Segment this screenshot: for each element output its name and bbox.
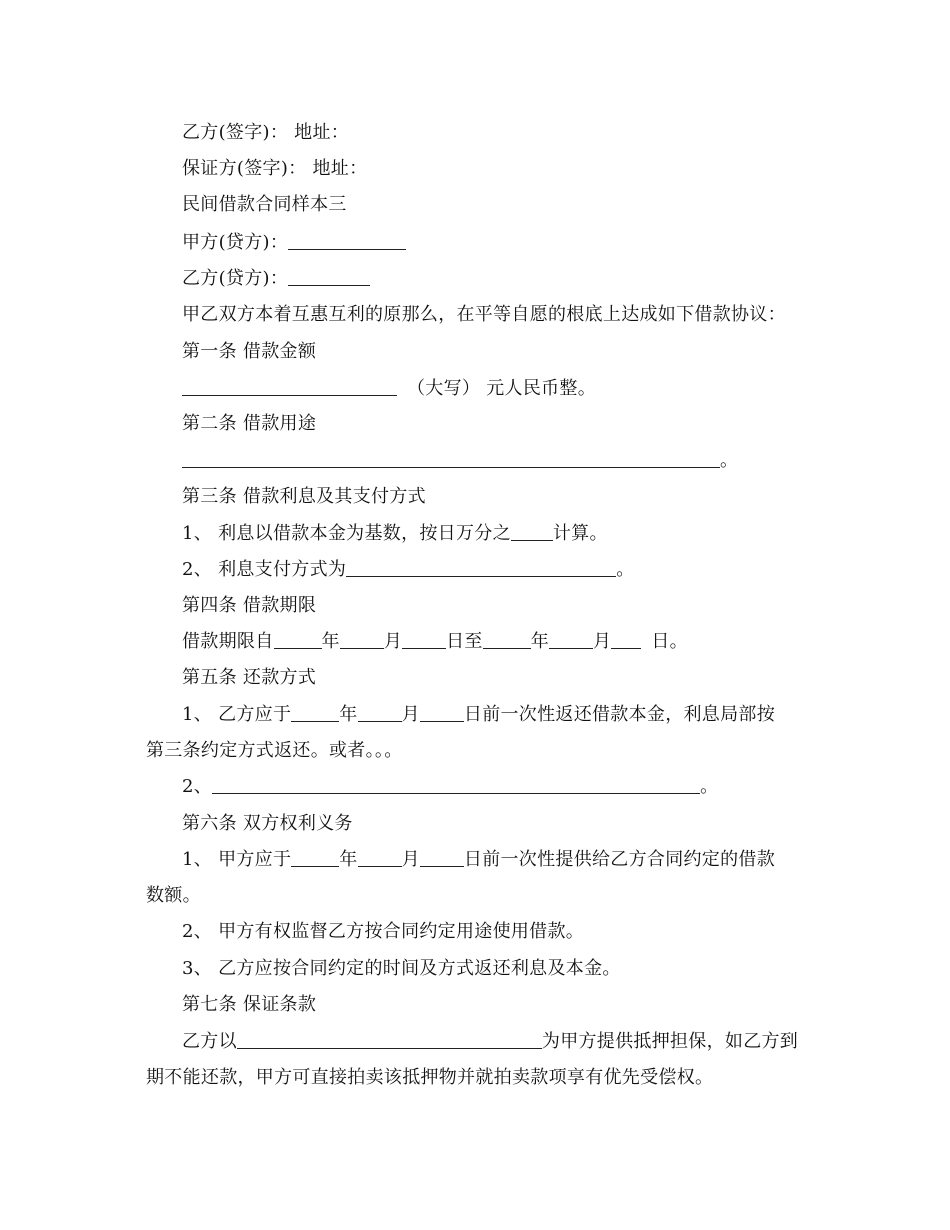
article-3-heading	[182, 485, 426, 509]
collateral-blank	[237, 1030, 542, 1049]
text: 第四条 借款期限	[182, 595, 317, 616]
text: 为甲方提供抵押担保，如乙方到	[541, 1031, 799, 1052]
purpose-line	[182, 449, 738, 473]
blank	[291, 848, 339, 867]
repayment-line-1	[182, 703, 775, 727]
party-a-blank	[288, 231, 406, 250]
interest-rate-line	[182, 522, 608, 546]
text: 保证方(签字)： 地址：	[182, 158, 368, 179]
text: 。	[720, 450, 739, 471]
text: 借款期限自	[182, 631, 274, 652]
article-4-heading	[182, 594, 316, 618]
purpose-blank	[182, 449, 720, 468]
rights-line-2	[182, 920, 584, 944]
text: 1、 甲方应于	[182, 849, 292, 870]
blank	[358, 848, 402, 867]
text: 第一条 借款金额	[182, 341, 317, 362]
guarantor-signature-line	[182, 157, 367, 181]
party-b-signature-line	[182, 121, 349, 145]
text: 第五条 还款方式	[182, 667, 317, 688]
text: 月	[401, 849, 420, 870]
preamble	[182, 303, 786, 327]
guarantee-line-cont	[146, 1066, 713, 1090]
party-a-line	[182, 231, 406, 255]
text: 年	[339, 704, 358, 725]
party-b-blank	[288, 267, 370, 286]
text: 日至	[446, 631, 483, 652]
text: 日前一次性提供给乙方合同约定的借款	[463, 849, 776, 870]
text: 第三条约定方式返还。或者。。。	[146, 740, 403, 761]
blank	[549, 630, 593, 649]
article-6-heading	[182, 812, 353, 836]
text: 甲乙双方本着互惠互利的原那么，在平等自愿的根底上达成如下借款协议：	[182, 304, 786, 325]
text: 月	[383, 631, 403, 652]
text: 期不能还款，甲方可直接拍卖该抵押物并就拍卖款项享有优先受偿权。	[146, 1067, 714, 1088]
blank	[340, 630, 384, 649]
contract-title	[182, 193, 347, 217]
amount-line	[182, 377, 596, 401]
text: 年	[339, 849, 358, 870]
text: 年	[321, 631, 340, 652]
article-1-heading	[182, 340, 316, 364]
blank	[483, 630, 531, 649]
text: 数额。	[146, 885, 201, 906]
blank	[274, 630, 322, 649]
text: 乙方以	[182, 1031, 237, 1052]
article-5-heading	[182, 666, 316, 690]
text: 第二条 借款用途	[182, 413, 317, 434]
text: 甲方(贷方)：	[182, 232, 289, 253]
text: 2、 甲方有权监督乙方按合同约定用途使用借款。	[182, 921, 585, 942]
text: 民间借款合同样本三	[182, 194, 347, 215]
term-line	[182, 630, 688, 654]
text: 。	[616, 559, 635, 580]
text: 年	[530, 631, 550, 652]
blank	[420, 848, 464, 867]
text: 月	[401, 704, 420, 725]
text: 第七条 保证条款	[182, 994, 317, 1015]
text: 1、 乙方应于	[182, 704, 292, 725]
blank	[402, 630, 446, 649]
payment-method-blank	[346, 558, 616, 577]
text: （大写） 元人民币整。	[407, 378, 597, 399]
text: 月	[593, 631, 612, 652]
blank	[212, 775, 700, 794]
blank	[291, 703, 339, 722]
amount-blank	[182, 377, 397, 396]
rights-line-1	[182, 848, 775, 872]
rights-line-3	[182, 957, 621, 981]
text: 2、 利息支付方式为	[182, 559, 347, 580]
guarantee-line	[182, 1030, 798, 1054]
text: 3、 乙方应按合同约定的时间及方式返还利息及本金。	[182, 958, 621, 979]
text: 第六条 双方权利义务	[182, 813, 353, 834]
text: 2、	[182, 776, 213, 797]
article-2-heading	[182, 412, 316, 436]
rate-blank	[511, 522, 553, 541]
text: 乙方(贷方)：	[182, 268, 289, 289]
article-7-heading	[182, 993, 316, 1017]
rights-line-1-cont	[146, 884, 201, 908]
text: 日前一次性返还借款本金，利息局部按	[463, 704, 776, 725]
text: 第三条 借款利息及其支付方式	[182, 486, 426, 507]
interest-payment-line	[182, 558, 635, 582]
blank	[420, 703, 464, 722]
text: 。	[700, 776, 719, 797]
repayment-line-2	[182, 775, 718, 799]
blank	[611, 630, 641, 649]
text: 日。	[651, 631, 688, 652]
repayment-line-1-cont	[146, 739, 403, 763]
text: 乙方(签字)： 地址：	[182, 122, 350, 143]
text: 1、 利息以借款本金为基数，按日万分之	[182, 523, 511, 544]
party-b-line	[182, 267, 370, 291]
text: 计算。	[552, 523, 608, 544]
blank	[358, 703, 402, 722]
